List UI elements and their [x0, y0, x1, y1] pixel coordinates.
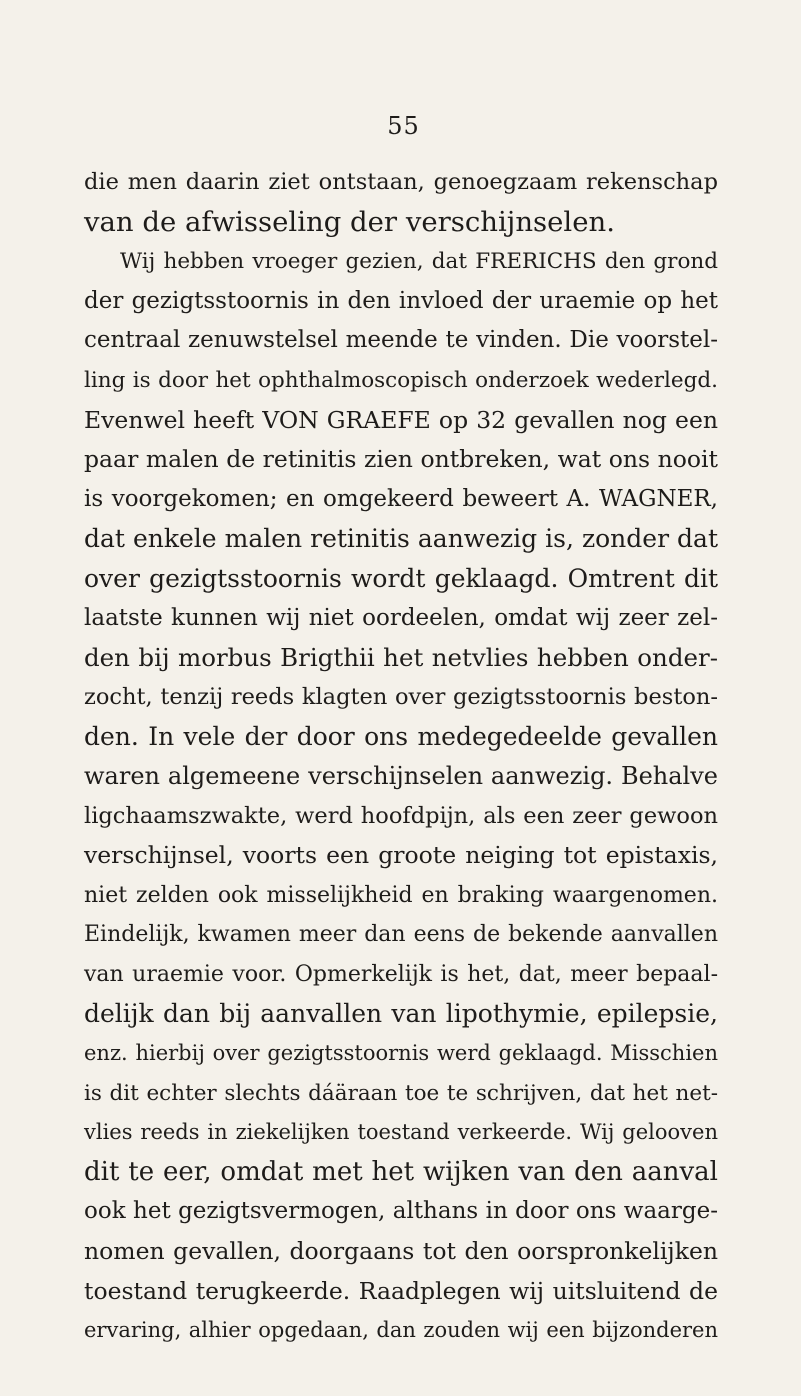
text-line: nomen gevallen, doorgaans tot den oorspronkelijken [84, 1237, 718, 1266]
text-line: is dit echter slechts dáäraan toe te schrijven, dat het net- [84, 1080, 718, 1106]
text-line: vlies reeds in ziekelijken toestand verkeerde. Wij gelooven [84, 1120, 718, 1145]
text-line: ervaring, alhier opgedaan, dan zouden wij een bijzonderen [84, 1318, 718, 1343]
text-line: ling is door het ophthalmoscopisch onderzoek wederlegd. [84, 367, 718, 393]
text-line: van de afwisseling der verschijnselen. [84, 205, 615, 238]
text-line: centraal zenuwstelsel meende te vinden. Die voorstel- [84, 327, 718, 354]
text-line: van uraemie voor. Opmerkelijk is het, dat, meer bepaal- [84, 961, 718, 987]
text-line: is voorgekomen; en omgekeerd beweert A. WAGNER, [84, 485, 718, 512]
text-line: ligchaamszwakte, werd hoofdpijn, als een zeer gewoon [84, 802, 718, 829]
text-line: niet zelden ook misselijkheid en braking waargenomen. [84, 882, 718, 908]
text-line: Eindelijk, kwamen meer dan eens de bekende aanvallen [84, 922, 718, 948]
text-line: enz. hierbij over gezigtsstoornis werd geklaagd. Misschien [84, 1041, 718, 1066]
text-line: Wij hebben vroeger gezien, dat FRERICHS den grond [120, 249, 718, 275]
text-line: dat enkele malen retinitis aanwezig is, zonder dat [84, 524, 718, 554]
text-line: Evenwel heeft VON GRAEFE op 32 gevallen nog een [84, 405, 718, 434]
body-text [84, 163, 718, 1351]
text-line: waren algemeene verschijnselen aanwezig. Behalve [84, 761, 718, 790]
text-line: delijk dan bij aanvallen van lipothymie, epilepsie, [84, 999, 718, 1029]
text-line: over gezigtsstoornis wordt geklaagd. Omtrent dit [84, 563, 718, 593]
page-number: 55 [387, 112, 420, 140]
text-line: toestand terugkeerde. Raadplegen wij uitsluitend de [84, 1276, 718, 1305]
text-line: den. In vele der door ons medegedeelde gevallen [84, 722, 718, 752]
text-line: der gezigtsstoornis in den invloed der uraemie op het [84, 287, 718, 314]
text-line: den bij morbus Brigthii het netvlies hebben onder- [84, 643, 718, 673]
text-line: paar malen de retinitis zien ontbreken, wat ons nooit [84, 445, 718, 474]
text-line: laatste kunnen wij niet oordeelen, omdat wij zeer zel- [84, 604, 718, 631]
text-line: ook het gezigtsvermogen, althans in door ons waarge- [84, 1198, 718, 1225]
text-line: zocht, tenzij reeds klagten over gezigtsstoornis beston- [84, 683, 718, 710]
text-line: dit te eer, omdat met het wijken van den aanval [84, 1156, 718, 1187]
text-line: die men daarin ziet ontstaan, genoegzaam rekenschap [84, 169, 718, 195]
text-line: verschijnsel, voorts een groote neiging tot epistaxis, [84, 841, 718, 870]
